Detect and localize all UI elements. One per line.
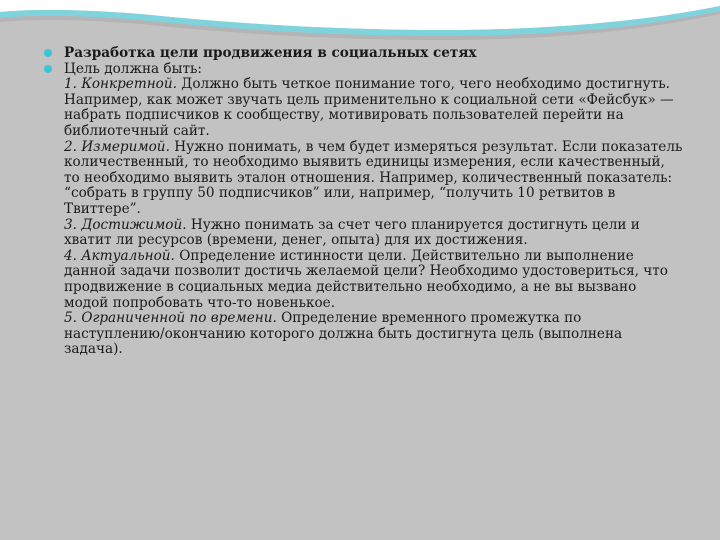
title-text: Разработка цели продвижения в социальных сетях: [64, 45, 477, 61]
bullet-item-title: [44, 46, 684, 62]
criterion-text: Должно быть четкое понимание того, чего необходимо достигнуть. Например, как может звучать цель применительно к социальной сети «Фейсбук» — набрать подписчиков к сообществу, мотивировать пользователей перейти на библиотечный сайт.: [64, 76, 674, 139]
criterion-text: Определение истинности цели. Действительно ли выполнение данной задачи позволит достичь желаемой цели? Необходимо удостовериться, что продвижение в социальных медиа действительно необходимо, а не вы вызвано модой попробовать что-то новенькое.: [64, 247, 668, 311]
criterion-number: 4.: [64, 247, 77, 264]
criterion-text: Нужно понимать за счет чего планируется достигнуть цели и хватит ли ресурсов (времени, денег, опыта) для их достижения.: [64, 216, 640, 249]
criterion-term: Конкретной.: [81, 76, 177, 93]
criterion-term: Измеримой.: [81, 138, 170, 155]
slide-content: [44, 46, 684, 358]
criterion-term: Достижимой.: [81, 216, 187, 233]
criterion-1: [64, 77, 684, 139]
criterion-3: [64, 218, 684, 249]
criterion-number: 3.: [64, 216, 77, 233]
bullet-marker-icon: [44, 49, 52, 57]
criterion-4: [64, 249, 684, 311]
criterion-term: Актуальной.: [81, 247, 175, 264]
criterion-number: 1.: [64, 76, 77, 93]
bullet-item-goal: [44, 62, 684, 358]
criterion-5: [64, 311, 684, 358]
intro-text: Цель должна быть:: [64, 60, 202, 77]
criterion-number: 5.: [64, 310, 77, 327]
criterion-text: Нужно понимать, в чем будет измеряться результат. Если показатель количественный, то необходимо выявить единицы измерения, если качественный, то необходимо выявить эталон отношения. Например, количественный показатель: “собрать в группу 50 подписчиков” или, например, “получить 10 ретвитов в Твиттере”.: [64, 138, 683, 217]
criterion-number: 2.: [64, 138, 77, 155]
criterion-text: Определение временного промежутка по наступлению/окончанию которого должна быть достигнута цель (выполнена задача).: [64, 310, 623, 358]
criterion-2: [64, 140, 684, 218]
criterion-term: Ограниченной по времени.: [81, 310, 277, 327]
bullet-marker-icon: [44, 65, 52, 73]
